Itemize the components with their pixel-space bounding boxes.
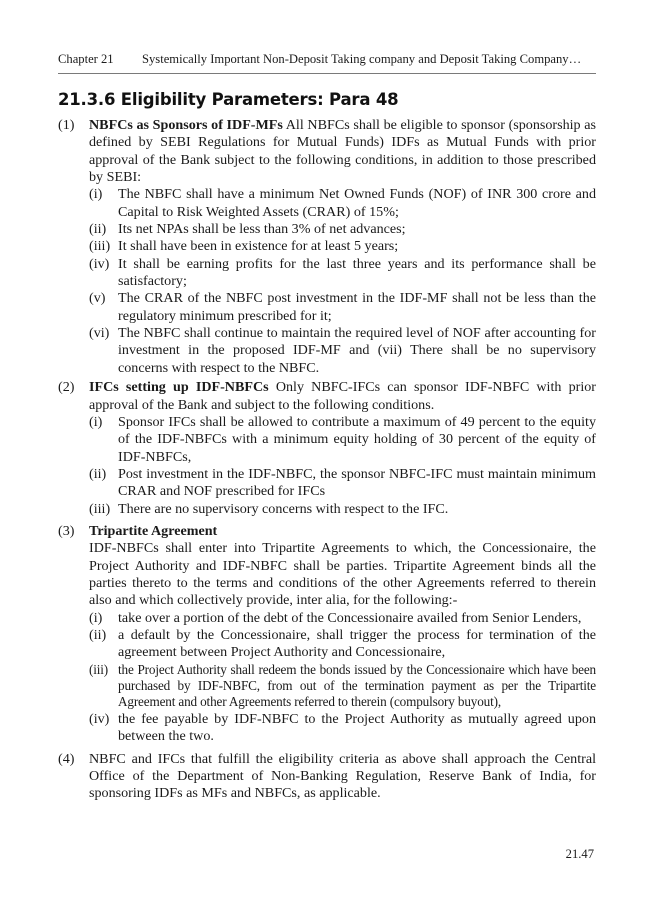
list-item-text: The NBFC shall continue to maintain the required level of NOF after accounting for investment in the proposed IDF-MF and (vii) There shall be no supervisory concerns with respect to the NBFC. — [118, 325, 596, 376]
section-heading-line — [89, 523, 596, 540]
section-heading: IFCs setting up IDF-NBFCs — [89, 379, 269, 396]
list-item-number: (iii) — [89, 661, 109, 677]
chapter-label: Chapter 21 — [58, 52, 114, 66]
section-text: NBFC and IFCs that fulfill the eligibility criteria as above shall approach the Central Office of the Department of Non-Banking Regulation, Reserve Bank of India, for sponsoring IDFs as MFs and NBFCs, as applicable. — [89, 750, 596, 802]
list-item — [89, 711, 596, 746]
header-rule — [58, 73, 596, 74]
section-text: IDF-NBFCs shall enter into Tripartite Agreements to which, the Concessionaire, the Project Authority and IDF-NBFC shall be parties. Tripartite Agreement binds all the parties thereto to the terms and conditions of the other Agreements referred to therein also and which collectively provide, inter alia, for the following:- — [89, 540, 596, 609]
section-heading: Tripartite Agreement — [89, 522, 218, 539]
list-item-text: Its net NPAs shall be less than 3% of net advances; — [118, 221, 406, 238]
section-1 — [58, 117, 596, 377]
list-item-number: (iii) — [89, 500, 111, 517]
list-item-text: the Project Authority shall redeem the bonds issued by the Concessionaire which have been purchased by IDF-NBFC, from out of the termination payment as per the Tripartite Agreement and other Agreements referred to therein (compulsory buyout), — [118, 661, 596, 710]
section-title: 21.3.6 Eligibility Parameters: Para 48 — [58, 90, 399, 109]
list-item — [89, 414, 596, 466]
list-item-number: (i) — [89, 413, 103, 430]
list-item-text: take over a portion of the debt of the Concessionaire availed from Senior Lenders, — [118, 609, 582, 626]
section-text: Only NBFC-IFCs can sponsor IDF-NBFC with prior approval of the Bank and subject to the following conditions. — [89, 379, 596, 413]
list-item — [89, 238, 596, 255]
list-item-text: a default by the Concessionaire, shall trigger the process for termination of the agreement between Project Authority and Concessionaire, — [118, 626, 596, 661]
list-item-text: It shall be earning profits for the last three years and its performance shall be satisfactory; — [118, 255, 596, 290]
list-item-number: (iv) — [89, 255, 110, 272]
page-number: 21.47 — [565, 847, 594, 861]
list-item — [89, 466, 596, 501]
list-item — [89, 290, 596, 325]
list-item-number: (ii) — [89, 221, 107, 238]
list-item-text: Post investment in the IDF-NBFC, the sponsor NBFC-IFC must maintain minimum CRAR and NOF prescribed for IFCs — [118, 465, 596, 500]
list-item-text: The NBFC shall have a minimum Net Owned Funds (NOF) of INR 300 crore and Capital to Risk Weighted Assets (CRAR) of 15%; — [118, 186, 596, 220]
running-header — [58, 52, 598, 67]
list-item-number: (i) — [89, 609, 103, 626]
list-item-text: The CRAR of the NBFC post investment in the IDF-MF shall not be less than the regulatory minimum prescribed for it; — [118, 290, 596, 324]
list-item-number: (ii) — [89, 626, 107, 643]
section-paragraph — [89, 117, 596, 186]
list-item — [89, 221, 596, 238]
list-item-text: There are no supervisory concerns with respect to the IFC. — [118, 500, 449, 517]
list-item — [89, 325, 596, 377]
section-4 — [58, 751, 596, 803]
list-item-number: (iii) — [89, 238, 111, 255]
list-item — [89, 627, 596, 662]
list-item-number: (iv) — [89, 710, 110, 727]
list-item — [89, 610, 596, 627]
section-number: (3) — [58, 522, 75, 539]
section-paragraph — [89, 379, 596, 414]
document-body — [58, 117, 596, 803]
section-number: (2) — [58, 379, 75, 396]
running-title: Systemically Important Non-Deposit Taking company and Deposit Taking Company… — [142, 52, 582, 66]
section-2 — [58, 379, 596, 518]
list-item-number: (v) — [89, 290, 106, 307]
section-number: (1) — [58, 117, 75, 133]
list-item-number: (i) — [89, 186, 103, 203]
list-item — [89, 662, 596, 711]
list-item-number: (ii) — [89, 465, 107, 482]
list-item-text: It shall have been in existence for at least 5 years; — [118, 238, 399, 255]
list-item — [89, 256, 596, 291]
list-item — [89, 501, 596, 518]
section-text: All NBFCs shall be eligible to sponsor (sponsorship as defined by SEBI Regulations for Mutual Funds) IDFs as Mutual Funds with prior approval of the Bank subject to the following conditions, in addition to those prescribed by SEBI: — [89, 117, 596, 186]
list-item-text: the fee payable by IDF-NBFC to the Project Authority as mutually agreed upon between the two. — [118, 710, 596, 745]
list-item — [89, 186, 596, 221]
section-heading: NBFCs as Sponsors of IDF-MFs — [89, 117, 283, 133]
list-item-number: (vi) — [89, 325, 110, 342]
section-number: (4) — [58, 750, 75, 767]
list-item-text: Sponsor IFCs shall be allowed to contribute a maximum of 49 percent to the equity of the IDF-NBFCs with a minimum equity holding of 30 percent of the equity of IDF-NBFCs, — [118, 413, 596, 465]
section-3 — [58, 523, 596, 746]
